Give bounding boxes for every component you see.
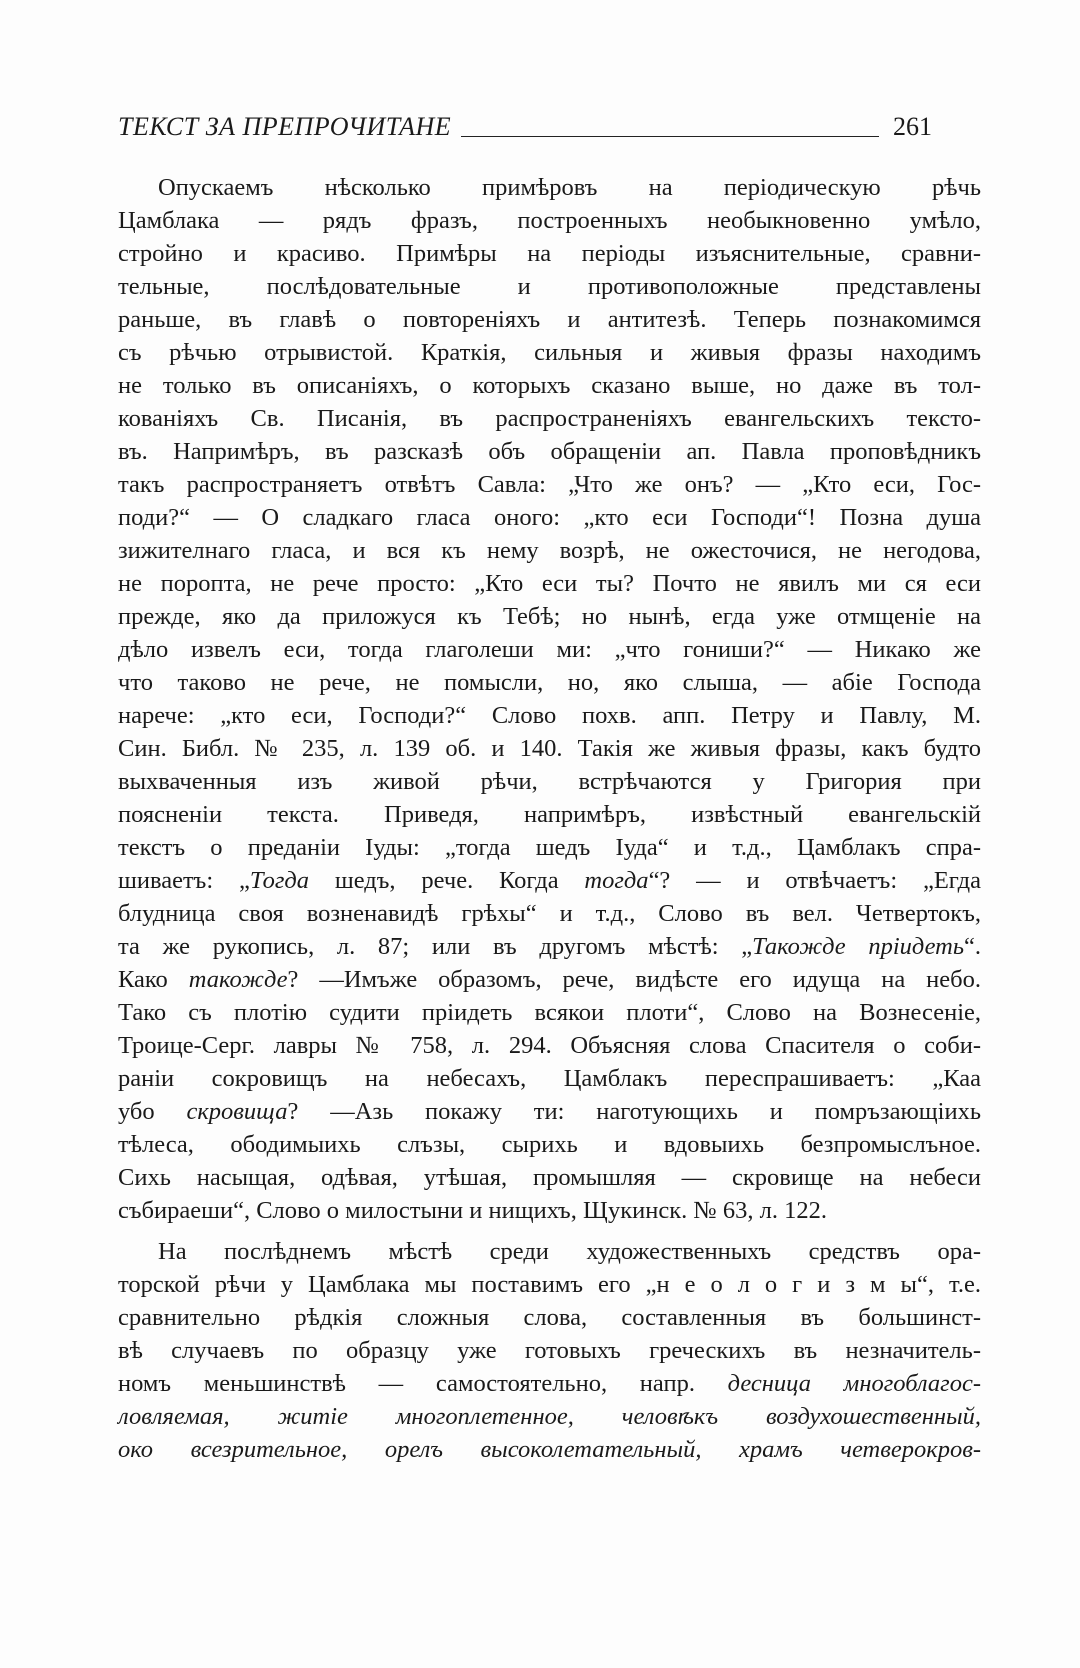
text-segment: торской рѣчи у Цамблака мы поставимъ его „н е о л о г и з м ы“, т.е. bbox=[118, 1271, 981, 1298]
text-segment: Сихь насыщая, одѣвая, утѣшая, промышляя — скровище на небеси bbox=[118, 1164, 981, 1191]
text-segment: съ рѣчью отрывистой. Краткія, сильныя и живыя фразы находимъ bbox=[118, 339, 981, 366]
italic-text: ловляемая, житіе многоплетенное, человѣкъ воздухошественный, bbox=[118, 1403, 981, 1430]
text-line bbox=[118, 237, 981, 270]
text-line bbox=[118, 732, 981, 765]
text-line bbox=[118, 402, 981, 435]
text-segment: что таково не рече, не помысли, но, яко слыша, — абіе Господа bbox=[118, 669, 981, 696]
text-segment: въ. Напримѣръ, въ разсказѣ объ обращеніи ап. Павла проповѣдникъ bbox=[118, 438, 981, 465]
text-line bbox=[118, 1095, 981, 1128]
text-line bbox=[118, 666, 981, 699]
text-segment: ? —Азь покажу ти: наготующихь и помръзающіихь bbox=[287, 1098, 981, 1125]
text-segment: събираеши“, Слово о милостыни и нищихъ, Щукинск. № 63, л. 122. bbox=[118, 1197, 827, 1224]
running-header bbox=[118, 100, 932, 140]
text-line bbox=[118, 831, 981, 864]
text-line bbox=[118, 633, 981, 666]
text-segment: зижителнаго гласа, и вся къ нему возрѣ, не ожесточися, не негодова, bbox=[118, 537, 981, 564]
text-line bbox=[118, 336, 981, 369]
text-segment: На послѣднемъ мѣстѣ среди художественныхъ средствъ ора- bbox=[158, 1238, 981, 1265]
text-segment: ? —Имъже образомъ, рече, видѣсте его идуща на небо. bbox=[287, 966, 981, 993]
paragraph bbox=[118, 1235, 981, 1466]
text-segment: тельные, послѣдовательные и противоположные представлены bbox=[118, 273, 981, 300]
text-line bbox=[118, 1433, 981, 1466]
text-segment: такъ распространяетъ отвѣтъ Савла: „Что же онъ? — „Кто еси, Гос- bbox=[118, 471, 981, 498]
text-line bbox=[118, 897, 981, 930]
italic-text: Тогда bbox=[249, 867, 310, 894]
text-line bbox=[118, 1235, 981, 1268]
text-line bbox=[118, 996, 981, 1029]
text-line bbox=[118, 765, 981, 798]
text-segment: поди?“ — О сладкаго гласа оного: „кто еси Господи“! Позна душа bbox=[118, 504, 981, 531]
text-segment: раньше, въ главѣ о повтореніяхъ и антитезѣ. Теперь познакомимся bbox=[118, 306, 981, 333]
text-segment: кованіяхъ Св. Писанія, въ распространеніяхъ евангельскихъ тексто- bbox=[118, 405, 981, 432]
text-segment: Троице-Серг. лавры № 758, л. 294. Объясняя слова Спасителя о соби- bbox=[118, 1032, 981, 1059]
text-segment: та же рукопись, л. 87; или въ другомъ мѣстѣ: „ bbox=[118, 933, 753, 960]
text-segment: нарече: „кто еси, Господи?“ Слово похв. апп. Петру и Павлу, М. bbox=[118, 702, 981, 729]
header-rule bbox=[461, 136, 879, 137]
text-segment: вѣ случаевъ по образцу уже готовыхъ греческихъ въ незначитель- bbox=[118, 1337, 981, 1364]
text-line bbox=[118, 798, 981, 831]
text-segment: шиваетъ: „ bbox=[118, 867, 250, 894]
text-segment: номъ меньшинствѣ — самостоятельно, напр. bbox=[118, 1370, 728, 1397]
text-line bbox=[118, 963, 981, 996]
italic-text: десница многоблагос- bbox=[727, 1370, 981, 1397]
text-segment: раніи сокровищъ на небесахъ, Цамблакъ переспрашиваетъ: „Каа bbox=[118, 1065, 981, 1092]
italic-text: такожде bbox=[188, 966, 288, 993]
text-line bbox=[118, 1128, 981, 1161]
text-line bbox=[118, 1268, 981, 1301]
text-line bbox=[118, 534, 981, 567]
text-segment: “? — и отвѣчаетъ: „Егда bbox=[648, 867, 981, 894]
italic-text: тогда bbox=[584, 867, 649, 894]
text-segment: Опускаемъ нѣсколько примѣровъ на періодическую рѣчь bbox=[158, 174, 981, 201]
text-segment: выхваченныя изъ живой рѣчи, встрѣчаются у Григория при bbox=[118, 768, 981, 795]
text-line bbox=[118, 699, 981, 732]
text-line bbox=[118, 567, 981, 600]
text-segment: текстъ о преданіи Іуды: „тогда шедъ Іуда“ и т.д., Цамблакъ спра- bbox=[118, 834, 981, 861]
text-segment: поясненіи текста. Приведя, напримѣръ, извѣстный евангельскій bbox=[118, 801, 981, 828]
text-line bbox=[118, 501, 981, 534]
text-segment: блудница своя возненавидѣ грѣхы“ и т.д., Слово въ вел. Четвертокъ, bbox=[118, 900, 981, 927]
text-segment: Тако съ плотію судити пріидеть всякои плоти“, Слово на Вознесеніе, bbox=[118, 999, 981, 1026]
paragraph bbox=[118, 171, 981, 1227]
text-segment: убо bbox=[118, 1098, 187, 1125]
text-line bbox=[118, 204, 981, 237]
italic-text: Такожде пріидеть bbox=[752, 933, 964, 960]
text-segment: тѣлеса, ободимыихь слъзы, сырихь и вдовыихь безпромыслъное. bbox=[118, 1131, 981, 1158]
text-line bbox=[118, 1062, 981, 1095]
text-line bbox=[118, 1400, 981, 1433]
text-line bbox=[118, 1301, 981, 1334]
text-line bbox=[118, 468, 981, 501]
text-segment: сравнительно рѣдкія сложныя слова, составленныя въ большинст- bbox=[118, 1304, 981, 1331]
text-segment: дѣло извелъ еси, тогда глаголеши ми: „что гониши?“ — Никако же bbox=[118, 636, 981, 663]
text-segment: не только въ описаніяхъ, о которыхъ сказано выше, но даже въ тол- bbox=[118, 372, 981, 399]
text-line bbox=[118, 1367, 981, 1400]
text-segment: шедъ, рече. Когда bbox=[309, 867, 585, 894]
text-line bbox=[118, 171, 981, 204]
text-line bbox=[118, 930, 981, 963]
text-line bbox=[118, 435, 981, 468]
text-segment: “. bbox=[964, 933, 981, 960]
running-header-title: ТЕКСТ ЗА ПРЕПРОЧИТАНЕ bbox=[118, 112, 452, 141]
text-segment: не поропта, не рече просто: „Кто еси ты? Почто не явилъ ми ся еси bbox=[118, 570, 981, 597]
text-line bbox=[118, 864, 981, 897]
text-segment: прежде, яко да приложуся къ Тебѣ; но нынѣ, егда уже отмщеніе на bbox=[118, 603, 981, 630]
text-line bbox=[118, 600, 981, 633]
text-line bbox=[118, 1161, 981, 1194]
text-line bbox=[118, 1194, 981, 1227]
text-line bbox=[118, 1029, 981, 1062]
text-segment: Како bbox=[118, 966, 189, 993]
text-segment: стройно и красиво. Примѣры на періоды изъяснительные, сравни- bbox=[118, 240, 981, 267]
body-text bbox=[118, 171, 981, 1466]
text-line bbox=[118, 270, 981, 303]
text-segment: Цамблака — рядъ фразъ, построенныхъ необыкновенно умѣло, bbox=[118, 207, 981, 234]
text-line bbox=[118, 303, 981, 336]
text-segment: Син. Библ. № 235, л. 139 об. и 140. Такія же живыя фразы, какъ будто bbox=[118, 735, 981, 762]
italic-text: око всезрительное, орелъ высоколетательный, храмъ четверокров- bbox=[118, 1436, 981, 1463]
text-line bbox=[118, 369, 981, 402]
text-line bbox=[118, 1334, 981, 1367]
italic-text: скровища bbox=[186, 1098, 288, 1125]
page-number: 261 bbox=[893, 112, 932, 141]
